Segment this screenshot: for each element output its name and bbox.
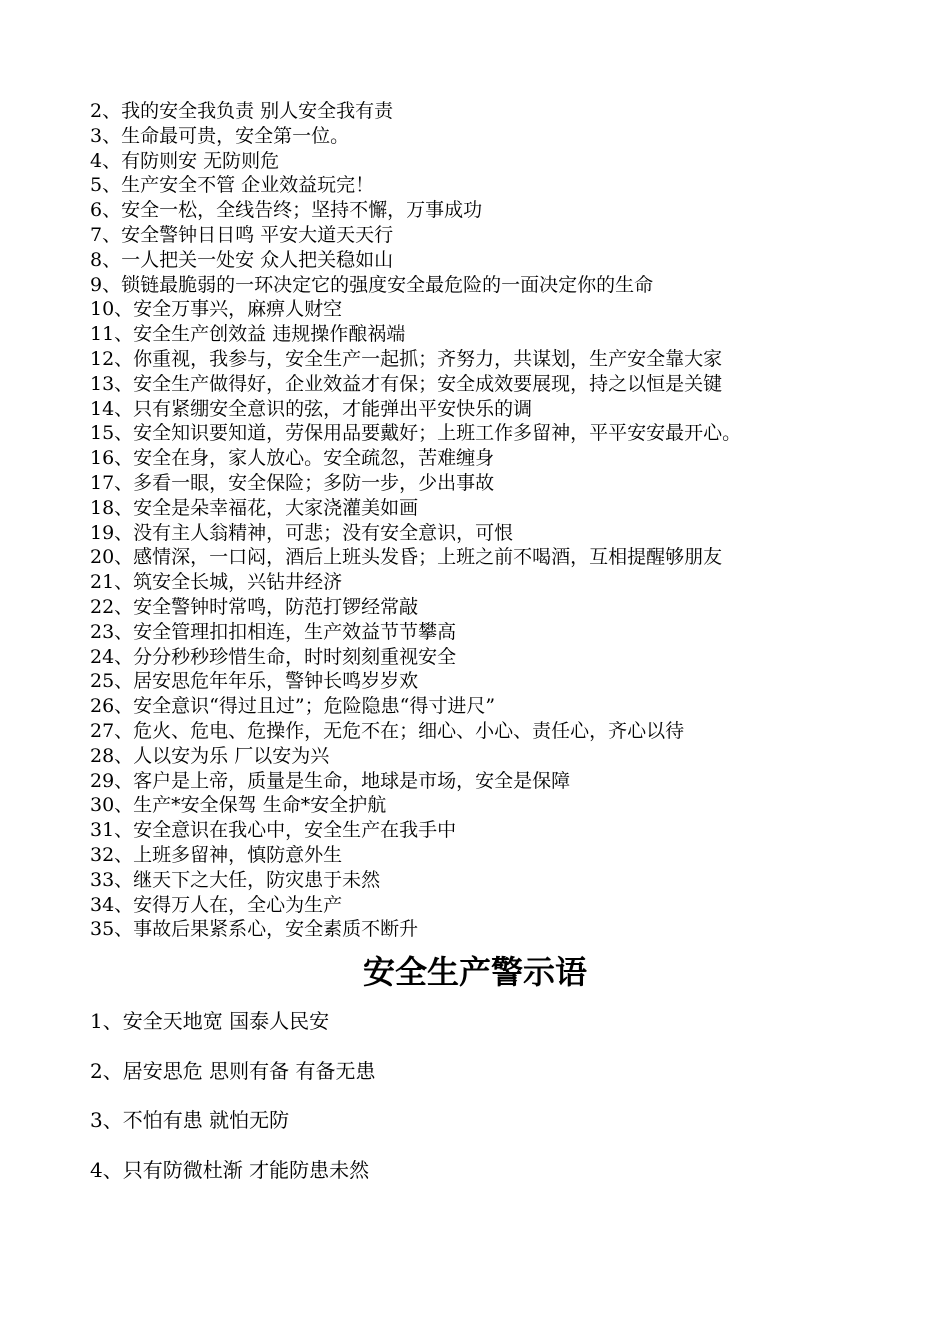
slogan-list-bottom xyxy=(90,1006,375,1204)
slogan-item: 30、生产*安全保驾 生命*安全护航 xyxy=(90,794,387,817)
slogan-item: 24、分分秒秒珍惜生命，时时刻刻重视安全 xyxy=(90,645,457,668)
slogan-item: 8、一人把关一处安 众人把关稳如山 xyxy=(90,248,394,271)
slogan-item: 25、居安思危年年乐，警钟长鸣岁岁欢 xyxy=(90,670,419,693)
warning-slogan-item: 4、只有防微杜渐 才能防患未然 xyxy=(90,1157,370,1182)
slogan-item: 11、安全生产创效益 违规操作酿祸端 xyxy=(90,323,406,346)
slogan-item: 19、没有主人翁精神，可悲；没有安全意识，可恨 xyxy=(90,521,514,544)
slogan-item: 18、安全是朵幸福花，大家浇灌美如画 xyxy=(90,496,419,519)
slogan-item: 31、安全意识在我心中，安全生产在我手中 xyxy=(90,819,457,842)
slogan-item: 13、安全生产做得好，企业效益才有保；安全成效要展现，持之以恒是关键 xyxy=(90,372,723,395)
section-title: 安全生产警示语 xyxy=(362,953,587,991)
slogan-item: 9、锁链最脆弱的一环决定它的强度安全最危险的一面决定你的生命 xyxy=(90,273,654,296)
slogan-item: 26、安全意识“得过且过”；危险隐患“得寸进尺” xyxy=(90,695,496,718)
slogan-item: 14、只有紧绷安全意识的弦，才能弹出平安快乐的调 xyxy=(90,397,533,420)
slogan-item: 20、感情深，一口闷，酒后上班头发昏；上班之前不喝酒，互相提醒够朋友 xyxy=(90,546,723,569)
slogan-item: 6、安全一松，全线告终；坚持不懈，万事成功 xyxy=(90,199,483,222)
warning-slogan-item: 2、居安思危 思则有备 有备无患 xyxy=(90,1058,376,1083)
slogan-item: 32、上班多留神，慎防意外生 xyxy=(90,843,343,866)
warning-slogan-item: 3、不怕有患 就怕无防 xyxy=(90,1108,290,1132)
slogan-item: 16、安全在身，家人放心。安全疏忽，苦难缠身 xyxy=(90,447,495,470)
slogan-item: 22、安全警钟时常鸣，防范打锣经常敲 xyxy=(90,595,419,618)
slogan-item: 15、安全知识要知道，劳保用品要戴好；上班工作多留神，平平安安最开心。 xyxy=(90,422,742,445)
slogan-item: 17、多看一眼，安全保险；多防一步，少出事故 xyxy=(90,471,495,494)
slogan-list-top xyxy=(90,99,741,942)
slogan-item: 33、继天下之大任，防灾患于未然 xyxy=(90,868,381,891)
slogan-item: 35、事故后果紧系心，安全素质不断升 xyxy=(90,918,419,941)
slogan-item: 5、生产安全不管 企业效益玩完！ xyxy=(90,174,375,197)
slogan-item: 23、安全管理扣扣相连，生产效益节节攀高 xyxy=(90,620,457,643)
slogan-item: 3、生命最可贵，安全第一位。 xyxy=(90,124,350,147)
slogan-item: 12、你重视，我参与，安全生产一起抓；齐努力，共谋划，生产安全靠大家 xyxy=(90,347,723,370)
slogan-item: 4、有防则安 无防则危 xyxy=(90,149,280,172)
slogan-item: 7、安全警钟日日鸣 平安大道天天行 xyxy=(90,223,394,246)
warning-slogan-item: 1、安全天地宽 国泰人民安 xyxy=(90,1009,330,1033)
slogan-item: 21、筑安全长城，兴钻井经济 xyxy=(90,571,343,594)
slogan-item: 28、人以安为乐 厂以安为兴 xyxy=(90,744,330,767)
slogan-item: 34、安得万人在，全心为生产 xyxy=(90,893,343,916)
slogan-item: 29、客户是上帝，质量是生命，地球是市场，安全是保障 xyxy=(90,769,571,792)
slogan-item: 27、危火、危电、危操作，无危不在；细心、小心、责任心，齐心以待 xyxy=(90,719,685,742)
slogan-item: 2、我的安全我负责 别人安全我有责 xyxy=(90,100,394,122)
slogan-item: 10、安全万事兴，麻痹人财空 xyxy=(90,298,343,321)
